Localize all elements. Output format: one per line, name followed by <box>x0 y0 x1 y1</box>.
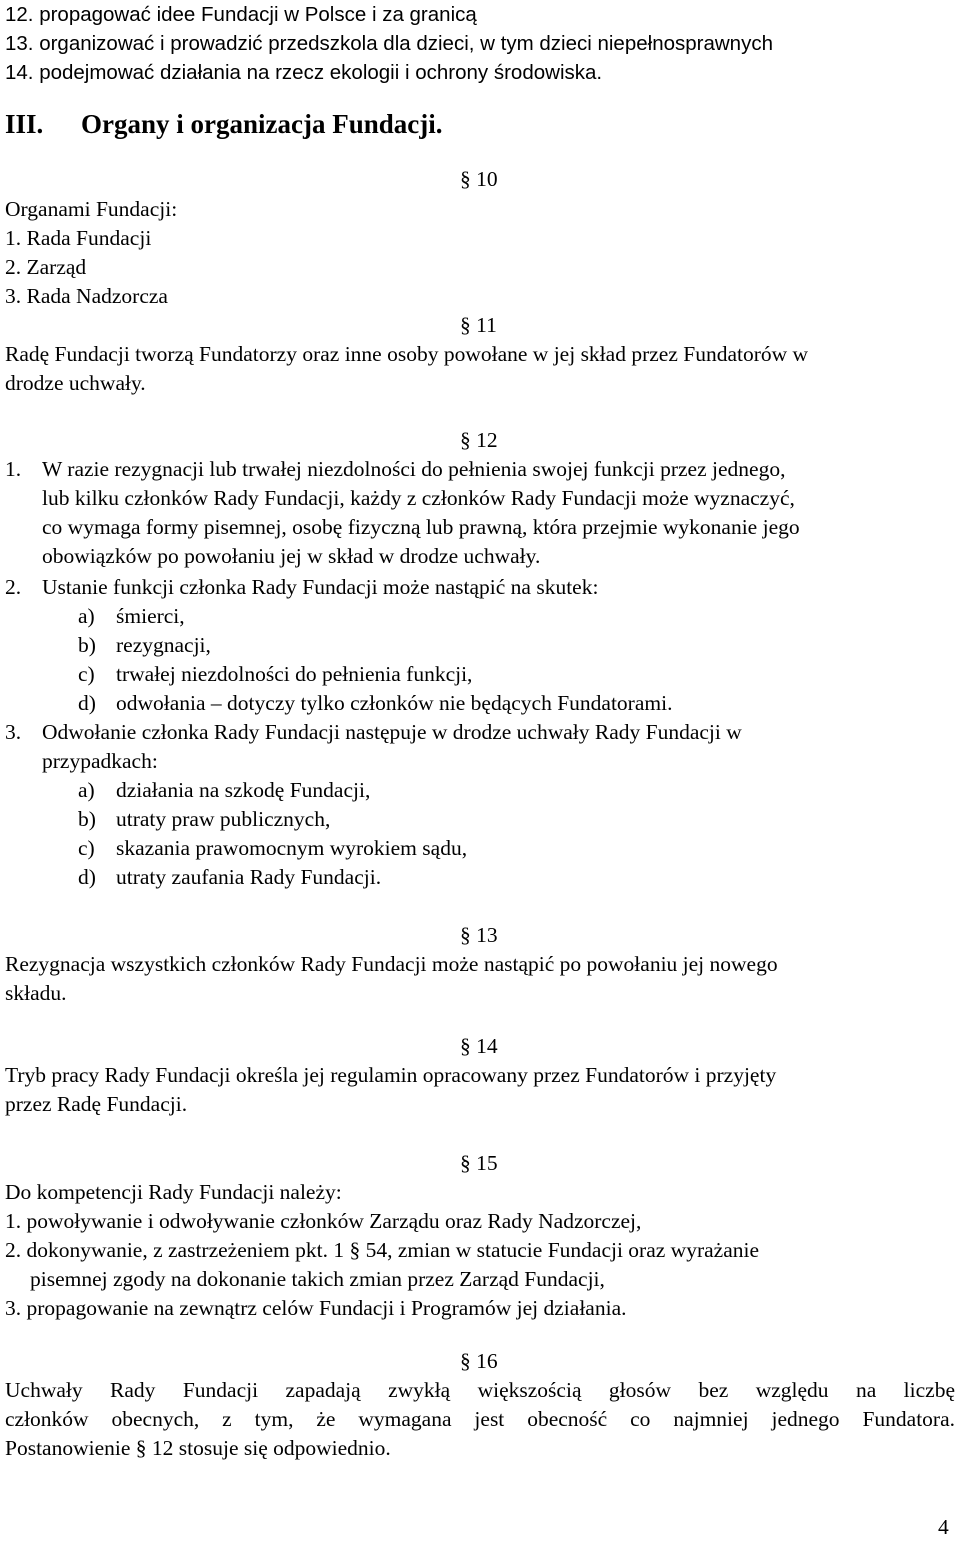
p12-point3-item <box>78 776 370 805</box>
p12-point3-item <box>78 863 381 892</box>
paragraph-mark-14: § 14 <box>460 1034 498 1058</box>
item-letter: c) <box>78 662 95 686</box>
intro-item-14: 14. podejmować działania na rzecz ekologii i ochrony środowiska. <box>5 61 603 84</box>
p12-point3-item <box>78 805 330 834</box>
organs-lead: Organami Fundacji: <box>5 197 178 221</box>
item-letter: d) <box>78 691 96 715</box>
p15-item-continuation: pisemnej zgody na dokonanie takich zmian przez Zarząd Fundacji, <box>30 1267 605 1291</box>
p16-text-line: członków obecnych, z tym, że wymagana jest obecność co najmniej jednego Fundatora. <box>5 1407 955 1431</box>
p15-lead: Do kompetencji Rady Fundacji należy: <box>5 1180 342 1204</box>
intro-item-13: 13. organizować i prowadzić przedszkola dla dzieci, w tym dzieci niepełnosprawnych <box>5 32 773 55</box>
p12-point3-line: Odwołanie członka Rady Fundacji następuje w drodze uchwały Rady Fundacji w <box>42 720 742 744</box>
item-text: utraty zaufania Rady Fundacji. <box>116 865 382 889</box>
p15-item: 2. dokonywanie, z zastrzeżeniem pkt. 1 § 54, zmian w statucie Fundacji oraz wyrażanie <box>5 1238 760 1262</box>
item-letter: c) <box>78 836 95 860</box>
p12-point2-num: 2. <box>5 575 22 599</box>
p15-item: 1. powoływanie i odwoływanie członków Zarządu oraz Rady Nadzorczej, <box>5 1209 642 1233</box>
p12-point1-line: W razie rezygnacji lub trwałej niezdolności do pełnienia swojej funkcji przez jednego, <box>42 457 786 481</box>
item-letter: b) <box>78 633 96 657</box>
p12-point2-item <box>78 689 672 718</box>
p15-item: 3. propagowanie na zewnątrz celów Fundacji i Programów jej działania. <box>5 1296 627 1320</box>
item-letter: a) <box>78 604 95 628</box>
organ-item: 2. Zarząd <box>5 255 87 279</box>
section-heading <box>5 109 443 139</box>
organ-item: 1. Rada Fundacji <box>5 226 152 250</box>
item-text: trwałej niezdolności do pełnienia funkcji, <box>116 662 473 686</box>
paragraph-mark-15: § 15 <box>460 1151 498 1175</box>
p12-point2-lead: Ustanie funkcji członka Rady Fundacji może nastąpić na skutek: <box>42 575 599 599</box>
p13-text-line: składu. <box>5 981 67 1005</box>
p12-point3-num: 3. <box>5 720 22 744</box>
p12-point1-line: lub kilku członków Rady Fundacji, każdy z członków Rady Fundacji może wyznaczyć, <box>42 486 795 510</box>
p12-point3-item <box>78 834 467 863</box>
p14-text-line: Tryb pracy Rady Fundacji określa jej regulamin opracowany przez Fundatorów i przyjęty <box>5 1063 777 1087</box>
p16-text-line: Uchwały Rady Fundacji zapadają zwykłą większością głosów bez względu na liczbę <box>5 1378 955 1402</box>
p12-point2-item <box>78 660 472 689</box>
section-title: Organy i organizacja Fundacji. <box>81 109 443 139</box>
item-letter: b) <box>78 807 96 831</box>
p12-point1-num: 1. <box>5 457 22 481</box>
p12-point2-item <box>78 631 211 660</box>
item-text: śmierci, <box>116 604 185 628</box>
p11-text-line: Radę Fundacji tworzą Fundatorzy oraz inne osoby powołane w jej skład przez Fundatorów w <box>5 342 809 366</box>
p12-point3-line: przypadkach: <box>42 749 158 773</box>
p12-point1-line: obowiązków po powołaniu jej w skład w drodze uchwały. <box>42 544 541 568</box>
item-text: utraty praw publicznych, <box>116 807 331 831</box>
paragraph-mark-16: § 16 <box>460 1349 498 1373</box>
p16-text-line: Postanowienie § 12 stosuje się odpowiednio. <box>5 1436 391 1460</box>
paragraph-mark-11: § 11 <box>460 313 497 337</box>
item-letter: a) <box>78 778 95 802</box>
p12-point1-line: co wymaga formy pisemnej, osobę fizyczną lub prawną, która przejmie wykonanie jego <box>42 515 800 539</box>
p12-point2-item <box>78 602 185 631</box>
paragraph-mark-10: § 10 <box>460 167 498 191</box>
paragraph-mark-12: § 12 <box>460 428 498 452</box>
intro-item-12: 12. propagować idee Fundacji w Polsce i za granicą <box>5 3 477 26</box>
p13-text-line: Rezygnacja wszystkich członków Rady Fundacji może nastąpić po powołaniu jej nowego <box>5 952 778 976</box>
item-text: odwołania – dotyczy tylko członków nie będących Fundatorami. <box>116 691 673 715</box>
page-number: 4 <box>938 1515 949 1539</box>
p14-text-line: przez Radę Fundacji. <box>5 1092 188 1116</box>
organ-item: 3. Rada Nadzorcza <box>5 284 168 308</box>
paragraph-mark-13: § 13 <box>460 923 498 947</box>
section-numeral: III. <box>5 109 44 139</box>
p11-text-line: drodze uchwały. <box>5 371 146 395</box>
item-text: działania na szkodę Fundacji, <box>116 778 371 802</box>
item-text: skazania prawomocnym wyrokiem sądu, <box>116 836 468 860</box>
item-letter: d) <box>78 865 96 889</box>
item-text: rezygnacji, <box>116 633 211 657</box>
